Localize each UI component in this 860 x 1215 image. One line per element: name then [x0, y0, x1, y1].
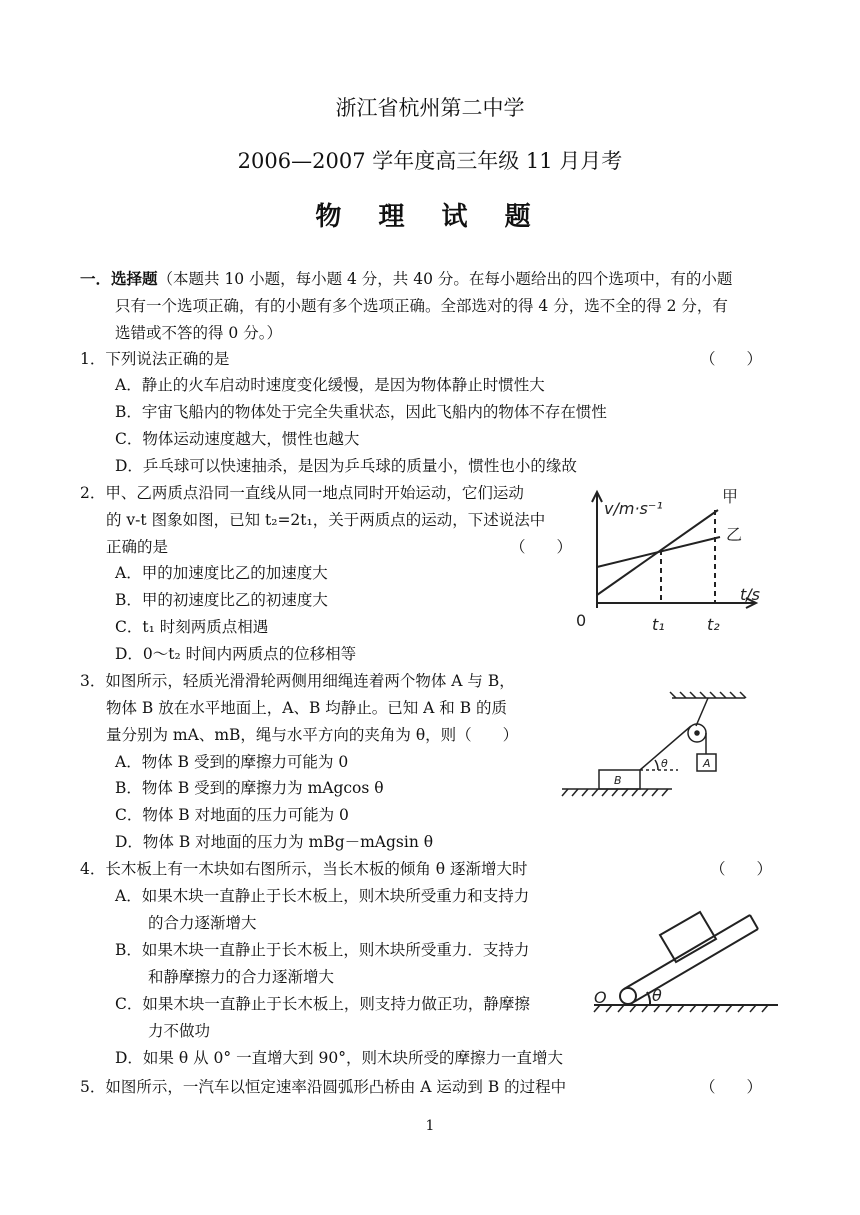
- page-number: 1: [425, 1118, 435, 1134]
- q4-option-d: D．如果 θ 从 0° 一直增大到 90°，则木块所受的摩擦力一直增大: [115, 1049, 563, 1067]
- label-b: B: [614, 774, 622, 787]
- q4-answer-paren: （ ）: [710, 860, 773, 878]
- wooden-block: [660, 912, 716, 962]
- board-bottom: [632, 929, 758, 1003]
- exam-title: 2006—2007 学年度高三年级 11 月月考: [237, 149, 623, 173]
- label-theta: θ: [652, 986, 662, 1005]
- q1-answer-paren: （ ）: [700, 350, 763, 368]
- q5-answer-paren: （ ）: [700, 1078, 763, 1096]
- board-end: [750, 915, 758, 929]
- q4-option-c-line1: C．如果木块一直静止于长木板上，则支持力做正功，静摩擦: [115, 995, 530, 1013]
- q1-option-c: C．物体运动速度越大，惯性也越大: [115, 430, 360, 448]
- label-a: A: [703, 757, 711, 770]
- q4-option-b-line1: B．如果木块一直静止于长木板上，则木块所受重力．支持力: [115, 941, 530, 959]
- pulley-axle: [695, 731, 699, 735]
- q2-line2: 的 v-t 图象如图，已知 t₂=2t₁，关于两质点的运动，下述说法中: [106, 511, 546, 529]
- q3-line1: 3．如图所示，轻质光滑滑轮两侧用细绳连着两个物体 A 与 B，: [80, 672, 515, 690]
- q1-option-d: D．乒乓球可以快速抽杀，是因为乒乓球的质量小，惯性也小的缘故: [115, 457, 577, 475]
- ground-hatch: [562, 789, 668, 796]
- theta-arc: [647, 992, 650, 1005]
- line-yi: [597, 537, 720, 567]
- vt-t1-label: t₁: [652, 615, 665, 634]
- vt-y-label: v/m·s⁻¹: [604, 499, 663, 518]
- q3-line2: 物体 B 放在水平地面上，A、B 均静止。已知 A 和 B 的质: [106, 699, 508, 717]
- vt-x-label: t/s: [740, 585, 760, 604]
- q2-option-d: D．0～t₂ 时间内两质点的位移相等: [115, 645, 357, 663]
- q2-line1: 2．甲、乙两质点沿同一直线从同一地点同时开始运动，它们运动: [80, 484, 524, 502]
- q4-incline-figure: [590, 895, 780, 1020]
- q4-stem: 4．长木板上有一木块如右图所示，当长木板的倾角 θ 逐渐增大时: [80, 860, 528, 878]
- q3-option-b: B．物体 B 受到的摩擦力为 mAgcos θ: [115, 779, 384, 797]
- q1-option-b: B．宇宙飞船内的物体处于完全失重状态，因此飞船内的物体不存在惯性: [115, 403, 607, 421]
- q3-option-c: C．物体 B 对地面的压力可能为 0: [115, 806, 349, 824]
- theta-arc: [655, 760, 658, 770]
- pulley-support: [696, 698, 708, 726]
- q2-line3: 正确的是: [106, 538, 169, 556]
- q3-option-d: D．物体 B 对地面的压力为 mBg－mAgsin θ: [115, 833, 434, 851]
- label-o: O: [594, 988, 607, 1007]
- section-title: 一．选择题: [80, 269, 158, 288]
- board-top: [624, 915, 750, 989]
- section-intro-line3: 选错或不答的得 0 分。）: [115, 324, 282, 342]
- section-intro-line1: [80, 266, 732, 292]
- label-theta: θ: [661, 757, 668, 770]
- q1-stem: 1．下列说法正确的是: [80, 350, 230, 368]
- q5-stem: 5．如图所示，一汽车以恒定速率沿圆弧形凸桥由 A 运动到 B 的过程中: [80, 1078, 567, 1096]
- ceiling-hatch: [670, 692, 746, 698]
- q2-answer-paren: （ ）: [510, 538, 573, 556]
- q4-option-c-line2: 力不做功: [148, 1022, 211, 1040]
- q4-option-a-line2: 的合力逐渐增大: [148, 914, 257, 932]
- school-name: 浙江省杭州第二中学: [335, 96, 525, 120]
- q4-option-b-line2: 和静摩擦力的合力逐渐增大: [148, 968, 335, 986]
- q2-option-b: B．甲的初速度比乙的初速度大: [115, 591, 328, 609]
- q1-option-a: A．静止的火车启动时速度变化缓慢，是因为物体静止时惯性大: [115, 376, 545, 394]
- section-intro-text: （本题共 10 小题，每小题 4 分，共 40 分。在每小题给出的四个选项中，有的小题: [157, 270, 733, 288]
- vt-yi-label: 乙: [726, 525, 743, 544]
- section-intro-line2: 只有一个选项正确，有的小题有多个选项正确。全部选对的得 4 分，选不全的得 2 分，有: [115, 297, 728, 315]
- vt-origin: 0: [576, 611, 587, 630]
- q2-vt-graph: [570, 480, 770, 640]
- subject-title: 物 理 试 题: [315, 202, 545, 232]
- q3-pulley-figure: [560, 688, 760, 808]
- q2-option-a: A．甲的加速度比乙的加速度大: [115, 564, 328, 582]
- vt-t2-label: t₂: [707, 615, 720, 634]
- q2-option-c: C．t₁ 时刻两质点相遇: [115, 618, 269, 636]
- q4-option-a-line1: A．如果木块一直静止于长木板上，则木块所受重力和支持力: [115, 887, 530, 905]
- floor-hatch: [594, 1005, 768, 1012]
- q3-option-a: A．物体 B 受到的摩擦力可能为 0: [115, 753, 349, 771]
- vt-jia-label: 甲: [722, 487, 739, 506]
- q3-line3: 量分别为 mA、mB，绳与水平方向的夹角为 θ，则（ ）: [106, 726, 519, 744]
